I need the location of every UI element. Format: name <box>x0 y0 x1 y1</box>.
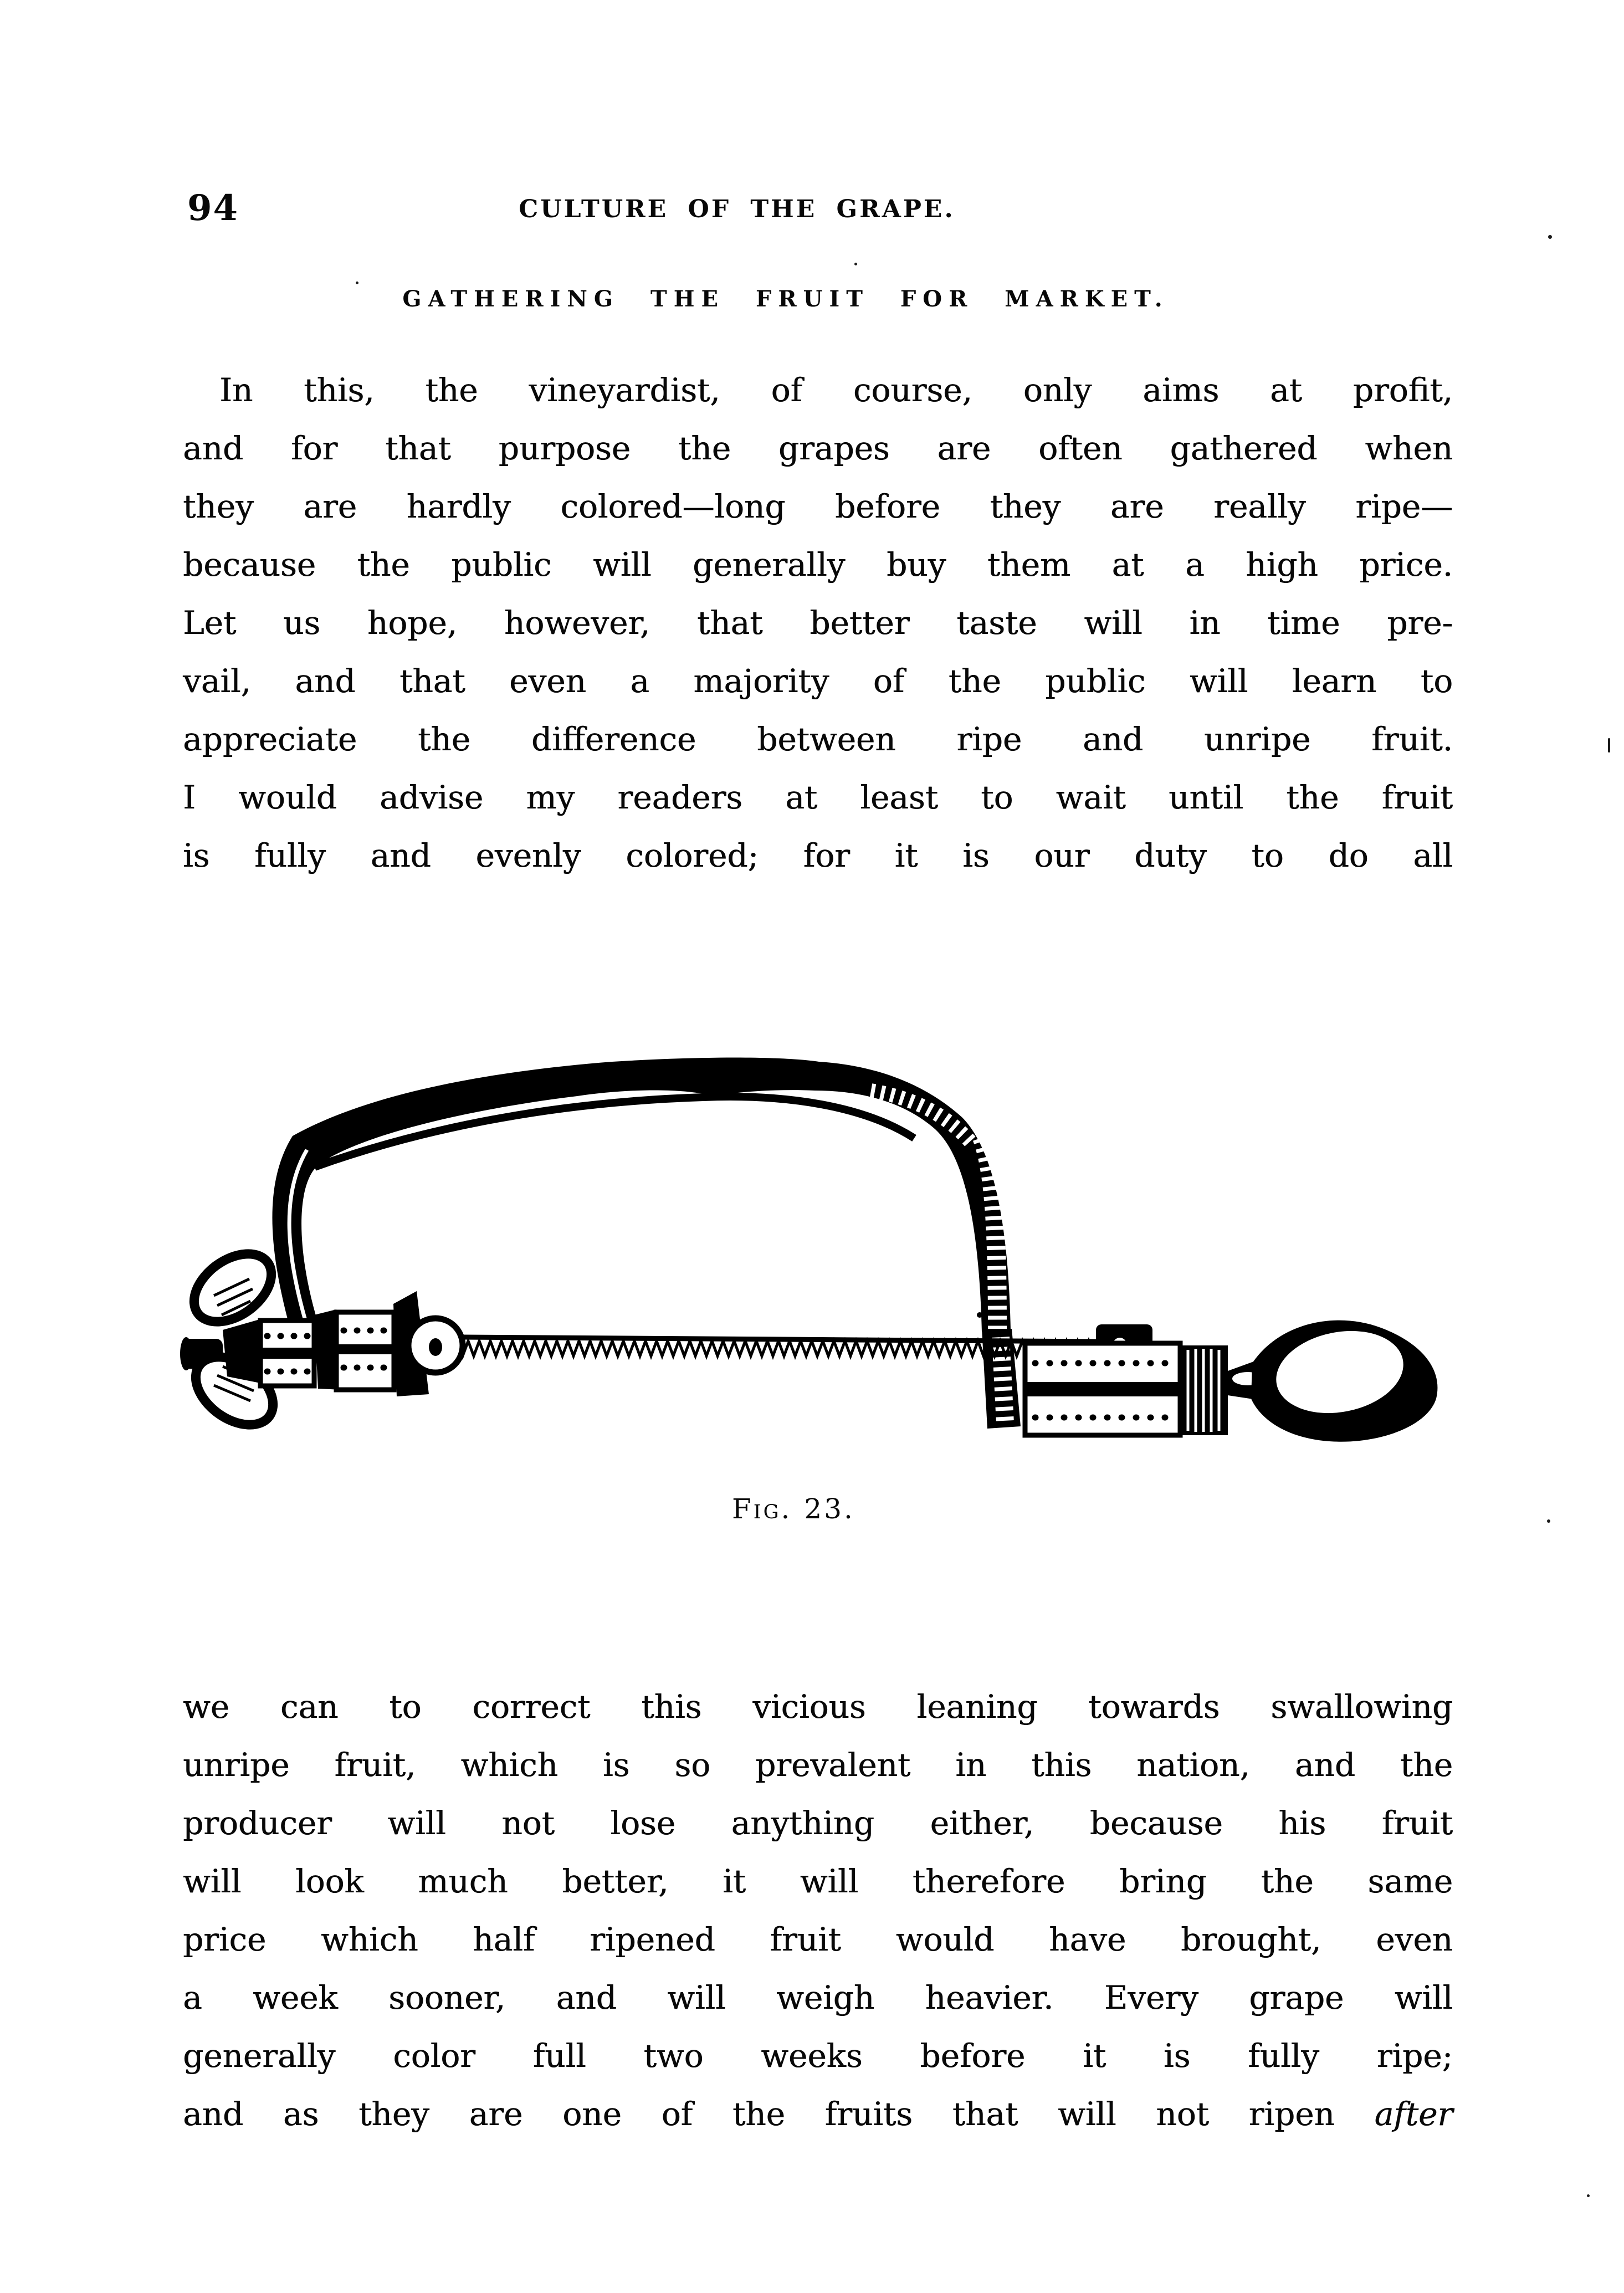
scan-speck <box>1548 235 1552 239</box>
handle <box>1180 1320 1437 1442</box>
text-line: we can to correct this vicious leaning towards swallowing <box>183 1688 1453 1726</box>
text-line: appreciate the difference between ripe and unripe fruit. <box>183 720 1453 758</box>
paragraph-1 <box>183 361 1453 885</box>
text-line: generally color full two weeks before it is fully ripe; <box>183 2037 1453 2075</box>
text-line: producer will not lose anything either, because his fruit <box>183 1804 1453 1842</box>
text-line <box>183 2085 1453 2143</box>
scan-speck <box>977 1312 982 1318</box>
text-line: price which half ripened fruit would have brought, even <box>183 1921 1453 1958</box>
rod-cap <box>180 1337 192 1370</box>
running-head: CULTURE OF THE GRAPE. <box>519 195 955 223</box>
text-line: unripe fruit, which is so prevalent in this nation, and the <box>183 1746 1453 1784</box>
text-line: Let us hope, however, that better taste will in time pre- <box>183 604 1453 642</box>
text-line: vail, and that even a majority of the public will learn to <box>183 662 1453 700</box>
text-line: is fully and evenly colored; for it is our duty to do all <box>183 837 1453 874</box>
text-line: will look much better, it will therefore bring the same <box>183 1862 1453 1900</box>
scan-speck <box>356 281 358 284</box>
scan-speck <box>854 263 857 265</box>
text-line-italic-word: after <box>1374 2095 1453 2133</box>
figure-caption-label: Fig. <box>732 1493 792 1525</box>
text-line: In this, the vineyardist, of course, only aims at profit, <box>219 371 1453 409</box>
figure-caption <box>0 1493 1587 1525</box>
figure-23 <box>177 1035 1452 1467</box>
paragraph-2 <box>183 1678 1453 2143</box>
text-line-fragment: and as they are one of the fruits that will not ripen <box>183 2095 1335 2133</box>
blade-disc <box>408 1318 463 1373</box>
scan-speck <box>1587 2194 1590 2197</box>
section-heading: GATHERING THE FRUIT FOR MARKET. <box>402 286 1169 312</box>
right-clamp-barrel <box>1025 1343 1180 1435</box>
frame-saw-illustration <box>177 1035 1452 1467</box>
scan-speck <box>1547 1519 1550 1523</box>
figure-caption-number: 23. <box>804 1493 855 1525</box>
page-number: 94 <box>187 187 239 229</box>
text-line: and for that purpose the grapes are often gathered when <box>183 429 1453 467</box>
text-line: because the public will generally buy them at a high price. <box>183 546 1453 584</box>
text-line: a week sooner, and will weigh heavier. Every grape will <box>183 1979 1453 2016</box>
text-line: I would advise my readers at least to wait until the fruit <box>183 779 1453 816</box>
text-line: they are hardly colored—long before they are really ripe— <box>183 488 1453 525</box>
scan-speck <box>1608 738 1610 753</box>
